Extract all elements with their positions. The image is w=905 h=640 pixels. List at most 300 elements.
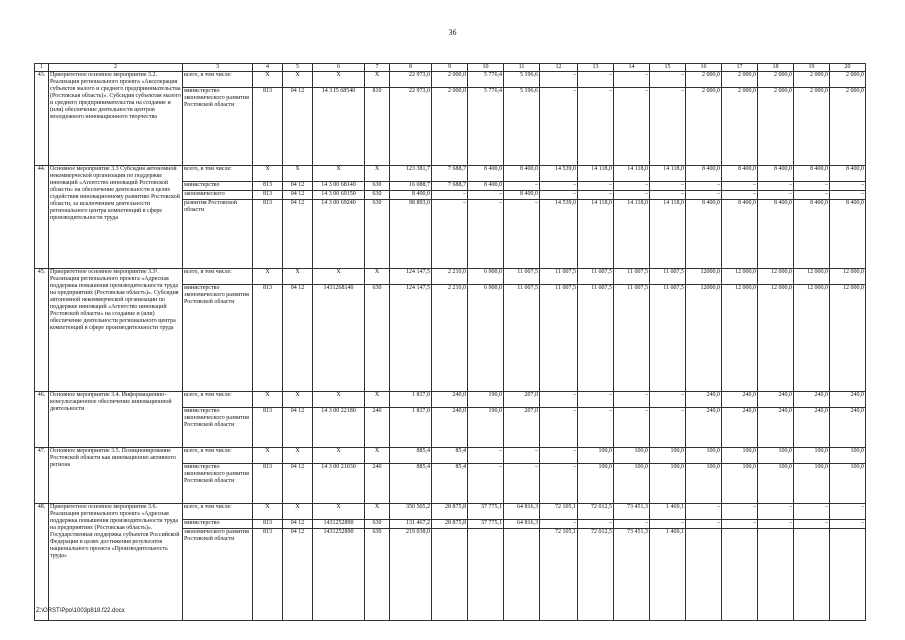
funding-source: экономического развития Ростовской области xyxy=(183,529,253,621)
table-cell: 2 000,0 xyxy=(722,72,758,88)
table-cell: 813 xyxy=(253,529,283,621)
table-cell: X xyxy=(313,504,365,520)
table-cell: 72 012,5 xyxy=(578,529,614,621)
table-cell: 207,0 xyxy=(504,392,540,408)
funding-source: всего, в том числе: xyxy=(183,504,253,520)
table-cell: 813 xyxy=(253,408,283,448)
table-cell: – xyxy=(468,200,504,269)
table-cell: 1 469,1 xyxy=(650,529,686,621)
table-cell: 2 000,0 xyxy=(758,72,794,88)
funding-source: всего, в том числе: xyxy=(183,448,253,464)
table-cell: 813 xyxy=(253,200,283,269)
table-cell: 630 xyxy=(365,285,390,392)
funding-source: всего, в том числе: xyxy=(183,166,253,182)
column-number: 3 xyxy=(183,64,253,72)
table-cell: – xyxy=(650,392,686,408)
table-cell: 72 105,1 xyxy=(540,504,578,520)
table-row xyxy=(35,166,866,182)
table-cell: 630 xyxy=(365,529,390,621)
table-cell xyxy=(758,529,794,621)
table-cell: 100,0 xyxy=(686,464,722,504)
table-cell: 1431252890 xyxy=(313,529,365,621)
table-cell: X xyxy=(283,448,313,464)
table-cell: – xyxy=(468,464,504,504)
table-cell: 813 xyxy=(253,88,283,166)
table-cell: 100,0 xyxy=(722,448,758,464)
table-cell: X xyxy=(253,504,283,520)
table-cell: 123 381,7 xyxy=(390,166,432,182)
table-cell: X xyxy=(313,166,365,182)
table-cell: – xyxy=(650,88,686,166)
column-number: 15 xyxy=(650,64,686,72)
table-cell: 04 12 xyxy=(283,191,313,200)
column-number: 17 xyxy=(722,64,758,72)
table-cell: 240,0 xyxy=(432,392,468,408)
table-cell: – xyxy=(758,191,794,200)
table-cell: 8 400,0 xyxy=(794,166,830,182)
table-cell: – xyxy=(794,504,830,520)
table-cell: 240,0 xyxy=(722,408,758,448)
table-cell: 240 xyxy=(365,464,390,504)
table-cell: X xyxy=(253,392,283,408)
table-cell: 11 007,5 xyxy=(650,285,686,392)
table-cell: 131 467,2 xyxy=(390,520,432,529)
table-cell: – xyxy=(578,88,614,166)
column-number: 14 xyxy=(614,64,650,72)
table-row xyxy=(35,72,866,88)
table-cell: – xyxy=(540,464,578,504)
table-cell xyxy=(504,529,540,621)
table-cell: 885,4 xyxy=(390,464,432,504)
table-cell: 124 147,5 xyxy=(390,285,432,392)
table-cell: X xyxy=(313,72,365,88)
column-number: 7 xyxy=(365,64,390,72)
table-cell: 6 900,0 xyxy=(468,285,504,392)
column-number: 8 xyxy=(390,64,432,72)
table-cell: – xyxy=(650,408,686,448)
table-cell: 2 000,0 xyxy=(830,88,866,166)
table-cell: 630 xyxy=(365,191,390,200)
table-cell: 11 007,5 xyxy=(504,269,540,285)
table-cell: 12000,0 xyxy=(686,285,722,392)
table-cell: 100,0 xyxy=(578,448,614,464)
table-cell: 8 400,0 xyxy=(758,166,794,182)
table-cell: 8 400,0 xyxy=(722,166,758,182)
table-cell: 2 000,0 xyxy=(432,72,468,88)
table-cell: 04 12 xyxy=(283,529,313,621)
table-cell: 2 000,0 xyxy=(758,88,794,166)
table-cell: X xyxy=(365,392,390,408)
table-cell: 04 12 xyxy=(283,464,313,504)
table-cell xyxy=(686,529,722,621)
table-cell: 219 038,0 xyxy=(390,529,432,621)
table-cell: 124 147,5 xyxy=(390,269,432,285)
table-cell: 240,0 xyxy=(686,392,722,408)
table-cell: 240,0 xyxy=(758,392,794,408)
column-number: 2 xyxy=(49,64,183,72)
table-cell: 28 875,8 xyxy=(432,504,468,520)
table-cell: 100,0 xyxy=(614,464,650,504)
table-cell: 14 539,0 xyxy=(540,200,578,269)
table-cell: 813 xyxy=(253,464,283,504)
table-cell: X xyxy=(253,166,283,182)
table-cell: 2 000,0 xyxy=(686,88,722,166)
funding-source: министерство экономического развития Ростовской области xyxy=(183,464,253,504)
table-cell: 8 400,0 xyxy=(794,200,830,269)
table-cell: – xyxy=(722,520,758,529)
measure-name: Основное мероприятие 3.4. Информационно-консультационное обеспечение инновационной деятельности xyxy=(49,392,183,448)
table-cell: 22 973,0 xyxy=(390,88,432,166)
table-cell: 207,0 xyxy=(504,408,540,448)
table-cell: – xyxy=(578,408,614,448)
table-cell: 8 400,0 xyxy=(830,166,866,182)
table-cell xyxy=(830,529,866,621)
table-cell: 8 400,0 xyxy=(390,191,432,200)
table-cell: 1431252890 xyxy=(313,520,365,529)
table-cell: 14 118,0 xyxy=(614,166,650,182)
table-cell: 7 688,7 xyxy=(432,182,468,191)
table-cell: 12 000,0 xyxy=(794,285,830,392)
table-cell: X xyxy=(253,269,283,285)
table-cell: 7 688,7 xyxy=(432,166,468,182)
column-number: 4 xyxy=(253,64,283,72)
table-cell: 100,0 xyxy=(794,464,830,504)
table-cell: – xyxy=(432,200,468,269)
table-cell: 2 000,0 xyxy=(722,88,758,166)
table-cell: – xyxy=(578,191,614,200)
table-cell: 11 007,5 xyxy=(504,285,540,392)
table-cell: 8 400,0 xyxy=(468,182,504,191)
table-cell: X xyxy=(313,392,365,408)
table-cell: – xyxy=(614,88,650,166)
table-cell: – xyxy=(540,520,578,529)
table-cell: 14 3 00 68140 xyxy=(313,182,365,191)
budget-table xyxy=(34,63,866,621)
table-cell: – xyxy=(650,520,686,529)
column-number: 1 xyxy=(35,64,49,72)
table-cell: 100,0 xyxy=(614,448,650,464)
table-cell: 11 007,5 xyxy=(650,269,686,285)
table-cell: 630 xyxy=(365,520,390,529)
measure-name: Приоритетное основное мероприятие 3.6. Реализация регионального проекта «Адресная поддержка повышения производительности труда на предприятиях (Ростовская область)». Государственная поддержка субъектов Российской Федерации в целях достижения результатов национального проекта «Производительность труда» xyxy=(49,504,183,621)
table-cell: 8 400,0 xyxy=(468,166,504,182)
table-cell: 100,0 xyxy=(686,448,722,464)
table-cell: – xyxy=(540,88,578,166)
table-cell: 11 007,5 xyxy=(614,269,650,285)
table-cell: 2 210,0 xyxy=(432,269,468,285)
column-number: 19 xyxy=(794,64,830,72)
table-cell: – xyxy=(468,448,504,464)
column-number: 9 xyxy=(432,64,468,72)
table-cell: 8 400,0 xyxy=(504,166,540,182)
table-cell: 885,4 xyxy=(390,448,432,464)
table-cell: 240,0 xyxy=(686,408,722,448)
table-cell: 12000,0 xyxy=(686,269,722,285)
table-cell: – xyxy=(686,520,722,529)
table-cell: – xyxy=(758,182,794,191)
table-cell: 5 776,4 xyxy=(468,72,504,88)
table-cell: 190,0 xyxy=(468,408,504,448)
table-cell: 37 775,1 xyxy=(468,520,504,529)
table-cell: – xyxy=(650,72,686,88)
table-cell: 04 12 xyxy=(283,408,313,448)
measure-name: Приоритетное основное мероприятие 3.3¹. Реализация регионального проекта «Адресная поддержка повышения производительности труда на предприятиях (Ростовская область)». Субсидия автономной некоммерческой организации по поддержке инноваций «Агентство инноваций Ростовской области» на создание и (или) обеспечение деятельности регионального центра компетенций в сфере производительности труда xyxy=(49,269,183,392)
table-cell: 11 007,5 xyxy=(540,269,578,285)
table-cell: – xyxy=(722,504,758,520)
table-cell: 12 000,0 xyxy=(722,269,758,285)
table-cell: X xyxy=(313,269,365,285)
table-cell: X xyxy=(283,72,313,88)
column-number: 11 xyxy=(504,64,540,72)
table-cell: – xyxy=(468,191,504,200)
table-cell: 12 000,0 xyxy=(830,269,866,285)
table-cell: – xyxy=(540,182,578,191)
funding-source: развития Ростовской области xyxy=(183,200,253,269)
table-cell: 1431268140 xyxy=(313,285,365,392)
table-cell: – xyxy=(758,520,794,529)
table-cell: 14 118,0 xyxy=(614,200,650,269)
table-cell: 2 000,0 xyxy=(794,72,830,88)
column-number: 18 xyxy=(758,64,794,72)
table-row xyxy=(35,448,866,464)
table-cell: 813 xyxy=(253,191,283,200)
table-cell: – xyxy=(540,408,578,448)
table-cell: 100,0 xyxy=(794,448,830,464)
table-cell: 14 118,0 xyxy=(650,200,686,269)
table-cell xyxy=(468,529,504,621)
table-cell: 14 118,0 xyxy=(578,200,614,269)
table-cell: X xyxy=(283,166,313,182)
table-cell: 240,0 xyxy=(830,408,866,448)
table-cell: 1 469,1 xyxy=(650,504,686,520)
table-cell: 813 xyxy=(253,520,283,529)
table-cell: 240,0 xyxy=(432,408,468,448)
table-cell xyxy=(432,529,468,621)
table-cell: 12 000,0 xyxy=(758,269,794,285)
table-cell: X xyxy=(365,166,390,182)
column-number: 16 xyxy=(686,64,722,72)
table-cell: X xyxy=(365,504,390,520)
table-cell: 630 xyxy=(365,200,390,269)
table-cell: 12 000,0 xyxy=(722,285,758,392)
table-cell: 630 xyxy=(365,182,390,191)
table-cell: X xyxy=(283,392,313,408)
table-cell: 813 xyxy=(253,285,283,392)
table-cell: – xyxy=(686,504,722,520)
table-cell: – xyxy=(540,191,578,200)
table-cell: 72 012,5 xyxy=(578,504,614,520)
table-cell: 240 xyxy=(365,408,390,448)
table-cell: 100,0 xyxy=(758,448,794,464)
table-row xyxy=(35,392,866,408)
row-number: 46. xyxy=(35,392,49,448)
funding-source: министерство xyxy=(183,182,253,191)
table-cell: 2 000,0 xyxy=(686,72,722,88)
table-row xyxy=(35,269,866,285)
table-cell: 100,0 xyxy=(758,464,794,504)
page-number: 36 xyxy=(448,28,457,37)
table-cell: 5 196,6 xyxy=(504,88,540,166)
table-cell: 810 xyxy=(365,88,390,166)
table-cell: – xyxy=(614,191,650,200)
table-cell: X xyxy=(313,448,365,464)
table-cell: X xyxy=(253,72,283,88)
table-cell: 100,0 xyxy=(650,448,686,464)
row-number: 44. xyxy=(35,166,49,269)
column-number: 12 xyxy=(540,64,578,72)
column-number: 20 xyxy=(830,64,866,72)
table-cell: 16 088,7 xyxy=(390,182,432,191)
table-cell: – xyxy=(830,504,866,520)
table-cell: – xyxy=(540,392,578,408)
table-cell: 85,4 xyxy=(432,464,468,504)
table-cell: 240,0 xyxy=(758,408,794,448)
table-cell: 12 000,0 xyxy=(758,285,794,392)
column-number: 6 xyxy=(313,64,365,72)
table-cell: – xyxy=(540,448,578,464)
table-cell: 04 12 xyxy=(283,520,313,529)
measure-name: Приоритетное основное мероприятие 3.2. Реализация регионального проекта «Акселерация субъектов малого и среднего предпринимательства (Ростовская область)». Субсидия субъектам малого и среднего предпринимательства на создание и (или) обеспечение деятельности центров молодежного инновационного творчества xyxy=(49,72,183,166)
table-cell: – xyxy=(830,520,866,529)
table-cell: X xyxy=(253,448,283,464)
funding-source: экономического xyxy=(183,191,253,200)
table-cell: 22 973,0 xyxy=(390,72,432,88)
table-cell: 11 007,5 xyxy=(614,285,650,392)
table-cell: 350 505,2 xyxy=(390,504,432,520)
table-cell: X xyxy=(365,269,390,285)
table-cell: 11 007,5 xyxy=(578,269,614,285)
table-cell: – xyxy=(578,182,614,191)
table-cell: 2 210,0 xyxy=(432,285,468,392)
table-cell: 813 xyxy=(253,182,283,191)
table-cell: 5 776,4 xyxy=(468,88,504,166)
table-cell: – xyxy=(614,392,650,408)
table-cell: 14 3 I5 68540 xyxy=(313,88,365,166)
table-cell: 14 539,0 xyxy=(540,166,578,182)
table-cell: 37 775,1 xyxy=(468,504,504,520)
row-number: 47. xyxy=(35,448,49,504)
table-cell: 100,0 xyxy=(830,448,866,464)
table-cell: – xyxy=(614,182,650,191)
table-cell: 64 816,3 xyxy=(504,504,540,520)
table-cell: – xyxy=(540,72,578,88)
funding-source: министерство экономического развития Ростовской области xyxy=(183,408,253,448)
table-cell: 12 000,0 xyxy=(830,285,866,392)
table-cell: – xyxy=(830,182,866,191)
table-cell: – xyxy=(432,191,468,200)
table-cell: 5 196,6 xyxy=(504,72,540,88)
table-cell xyxy=(722,529,758,621)
table-cell: 2 000,0 xyxy=(432,88,468,166)
table-cell: 14 3 00 21030 xyxy=(313,464,365,504)
table-cell: 14 118,0 xyxy=(650,166,686,182)
table-cell: 04 12 xyxy=(283,88,313,166)
table-cell: 8 400,0 xyxy=(758,200,794,269)
table-cell: 11 007,5 xyxy=(578,285,614,392)
table-cell: 240,0 xyxy=(722,392,758,408)
table-cell: 240,0 xyxy=(794,392,830,408)
row-number: 48. xyxy=(35,504,49,621)
table-cell: 28 875,8 xyxy=(432,520,468,529)
funding-source: министерство экономического развития Ростовской области xyxy=(183,285,253,392)
measure-name: Основное мероприятие 3.5. Позиционирование Ростовской области как инновационно активного региона xyxy=(49,448,183,504)
table-cell: 14 118,0 xyxy=(578,166,614,182)
table-cell: – xyxy=(504,448,540,464)
table-row xyxy=(35,504,866,520)
table-cell: 98 893,0 xyxy=(390,200,432,269)
table-cell: 240,0 xyxy=(794,408,830,448)
table-cell: 100,0 xyxy=(722,464,758,504)
table-cell: 8 400,0 xyxy=(830,200,866,269)
table-cell: 73 451,3 xyxy=(614,529,650,621)
table-cell: X xyxy=(365,448,390,464)
table-cell: – xyxy=(578,520,614,529)
funding-source: министерство xyxy=(183,520,253,529)
table-cell: 190,0 xyxy=(468,392,504,408)
table-cell xyxy=(794,529,830,621)
column-number: 5 xyxy=(283,64,313,72)
table-cell: – xyxy=(614,520,650,529)
table-cell: 8 400,0 xyxy=(722,200,758,269)
table-cell: – xyxy=(614,72,650,88)
footer-file-path: Z:\ORST\Ppo\1003p818.f22.docx xyxy=(36,608,125,614)
column-number: 10 xyxy=(468,64,504,72)
table-cell: – xyxy=(578,72,614,88)
table-cell: 64 816,3 xyxy=(504,520,540,529)
table-cell: – xyxy=(794,182,830,191)
table-cell: 100,0 xyxy=(650,464,686,504)
table-cell: – xyxy=(614,408,650,448)
row-number: 43. xyxy=(35,72,49,166)
table-cell: – xyxy=(504,200,540,269)
table-cell: X xyxy=(365,72,390,88)
funding-source: всего, в том числе: xyxy=(183,72,253,88)
column-number: 13 xyxy=(578,64,614,72)
table-cell: – xyxy=(578,392,614,408)
table-header-row xyxy=(35,64,866,72)
table-cell: 14 3 00 69240 xyxy=(313,200,365,269)
table-cell: – xyxy=(686,182,722,191)
table-cell: 04 12 xyxy=(283,200,313,269)
table-cell: – xyxy=(830,191,866,200)
table-cell: – xyxy=(686,191,722,200)
table-cell: – xyxy=(758,504,794,520)
table-cell: 14 3 00 69150 xyxy=(313,191,365,200)
table-cell: X xyxy=(283,269,313,285)
table-cell: 14 3 00 22180 xyxy=(313,408,365,448)
table-cell: 100,0 xyxy=(578,464,614,504)
table-cell: 1 837,0 xyxy=(390,408,432,448)
row-number: 45. xyxy=(35,269,49,392)
table-cell: – xyxy=(504,464,540,504)
table-cell: 2 000,0 xyxy=(830,72,866,88)
table-cell: 04 12 xyxy=(283,182,313,191)
table-cell: – xyxy=(794,191,830,200)
table-cell: – xyxy=(650,182,686,191)
measure-name: Основное мероприятие 3.3 Субсидия автономной некоммерческой организации по поддержке инноваций «Агентство инноваций Ростовской области» на обеспечение деятельности в целях содействия инновационному развитию Ростовской области, за исключением деятельности регионального центра компетенций в сфере производительности труда xyxy=(49,166,183,269)
table-cell: 8 400,0 xyxy=(686,166,722,182)
table-cell: – xyxy=(794,520,830,529)
table-cell: 73 451,3 xyxy=(614,504,650,520)
table-cell: 2 000,0 xyxy=(794,88,830,166)
table-cell: 1 837,0 xyxy=(390,392,432,408)
table-cell: – xyxy=(722,182,758,191)
funding-source: министерство экономического развития Ростовской области xyxy=(183,88,253,166)
table-cell: – xyxy=(650,191,686,200)
funding-source: всего, в том числе: xyxy=(183,269,253,285)
table-cell: 100,0 xyxy=(830,464,866,504)
table-cell: – xyxy=(504,182,540,191)
